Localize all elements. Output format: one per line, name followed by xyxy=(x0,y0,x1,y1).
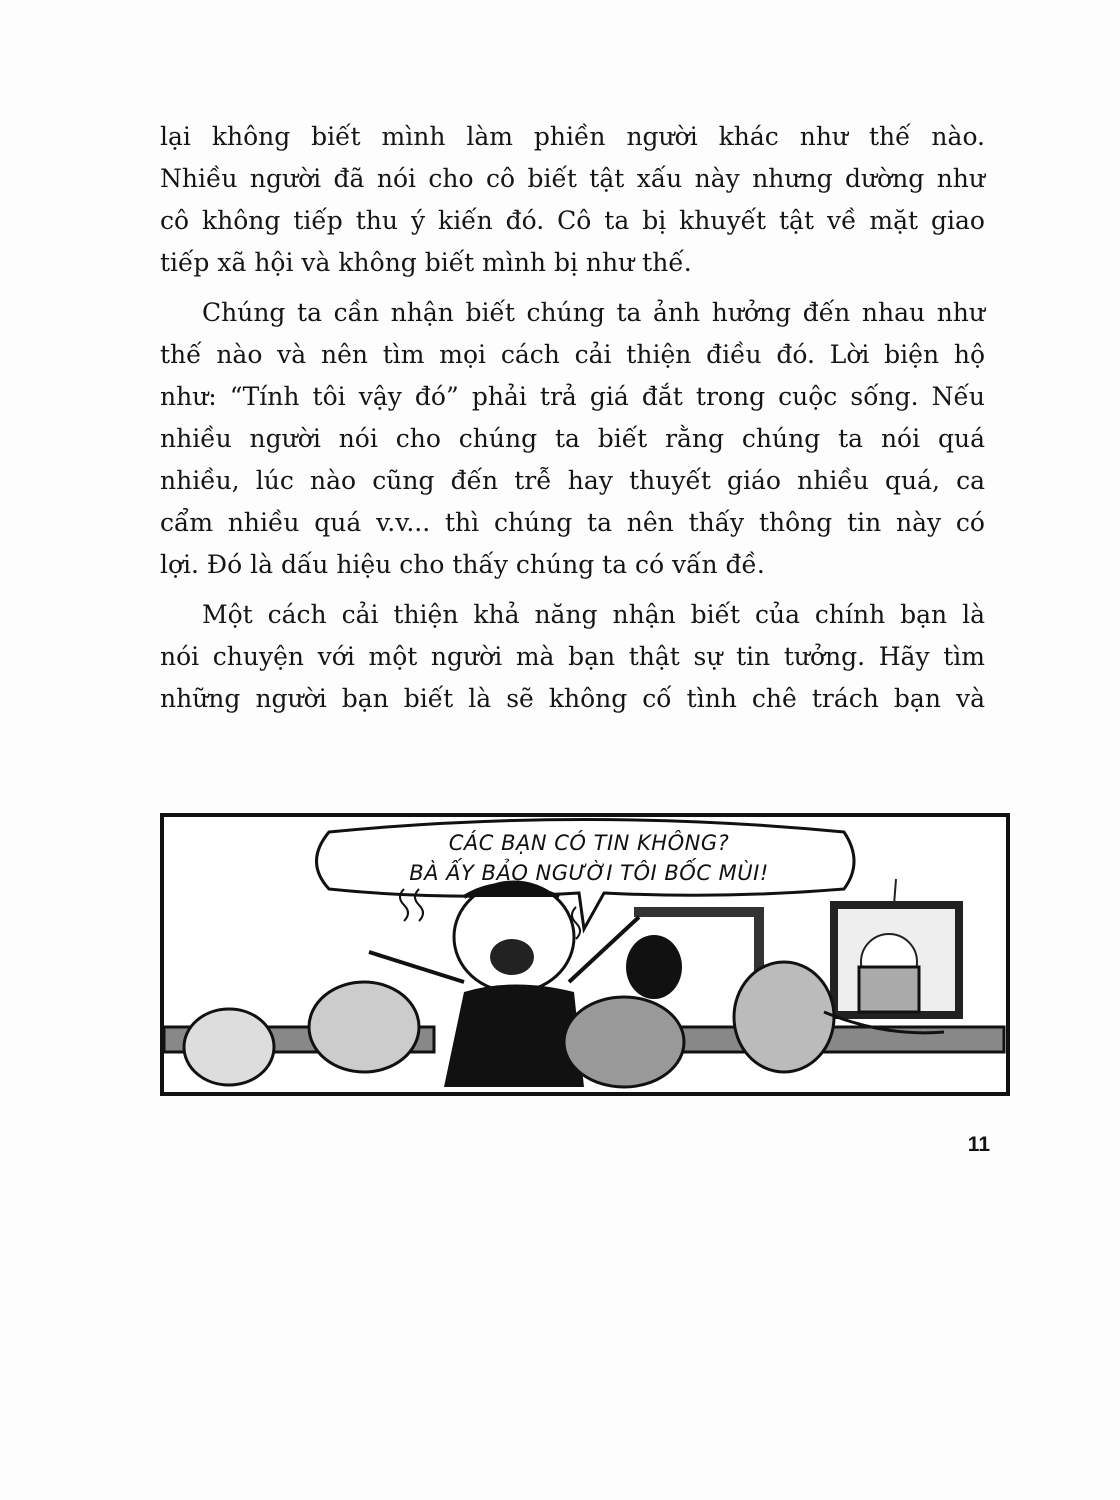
text-line: tiếp xã hội và không biết mình bị như thế. xyxy=(160,248,692,277)
cartoon-illustration xyxy=(160,813,1010,1096)
student-bucket-head xyxy=(859,967,919,1012)
speech-line-2: BÀ ẤY BẢO NGƯỜI TÔI BỐC MÙI! xyxy=(409,861,769,885)
text-line: cẩm nhiều quá v.v... thì chúng ta nên thấy thông tin này có xyxy=(160,508,985,537)
running-figure xyxy=(626,935,682,999)
text-line: nhiều người nói cho chúng ta biết rằng chúng ta nói quá xyxy=(160,424,985,453)
text-line: nói chuyện với một người mà bạn thật sự tin tưởng. Hãy tìm xyxy=(160,642,985,671)
body-text xyxy=(160,116,985,728)
student-gas-mask xyxy=(734,962,834,1072)
text-line: thế nào và nên tìm mọi cách cải thiện điều đó. Lời biện hộ xyxy=(160,340,985,369)
cartoon-drawing xyxy=(164,817,1006,1092)
student-left xyxy=(184,1009,274,1085)
text-line: lợi. Đó là dấu hiệu cho thấy chúng ta có vấn đề. xyxy=(160,550,765,579)
paragraph-1 xyxy=(160,116,985,284)
text-line: Một cách cải thiện khả năng nhận biết của chính bạn là xyxy=(202,600,985,629)
text-line: như: “Tính tôi vậy đó” phải trả giá đắt trong cuộc sống. Nếu xyxy=(160,382,985,411)
paragraph-2 xyxy=(160,292,985,586)
text-line: Chúng ta cần nhận biết chúng ta ảnh hưởng đến nhau như xyxy=(202,298,985,327)
text-line: nhiều, lúc nào cũng đến trễ hay thuyết giáo nhiều quá, ca xyxy=(160,466,985,495)
text-line: lại không biết mình làm phiền người khác như thế nào. xyxy=(160,122,985,151)
student-middle xyxy=(564,997,684,1087)
text-line: cô không tiếp thu ý kiến đó. Cô ta bị khuyết tật về mặt giao xyxy=(160,206,985,235)
sleeping-student xyxy=(309,982,419,1072)
page-number: 11 xyxy=(967,1133,990,1156)
laughing-man-head xyxy=(454,882,574,992)
text-line: những người bạn biết là sẽ không cố tình chê trách bạn và xyxy=(160,684,985,713)
speech-line-1: CÁC BẠN CÓ TIN KHÔNG? xyxy=(448,831,730,855)
paragraph-3 xyxy=(160,594,985,720)
text-line: Nhiều người đã nói cho cô biết tật xấu này nhưng dường như xyxy=(160,164,985,193)
